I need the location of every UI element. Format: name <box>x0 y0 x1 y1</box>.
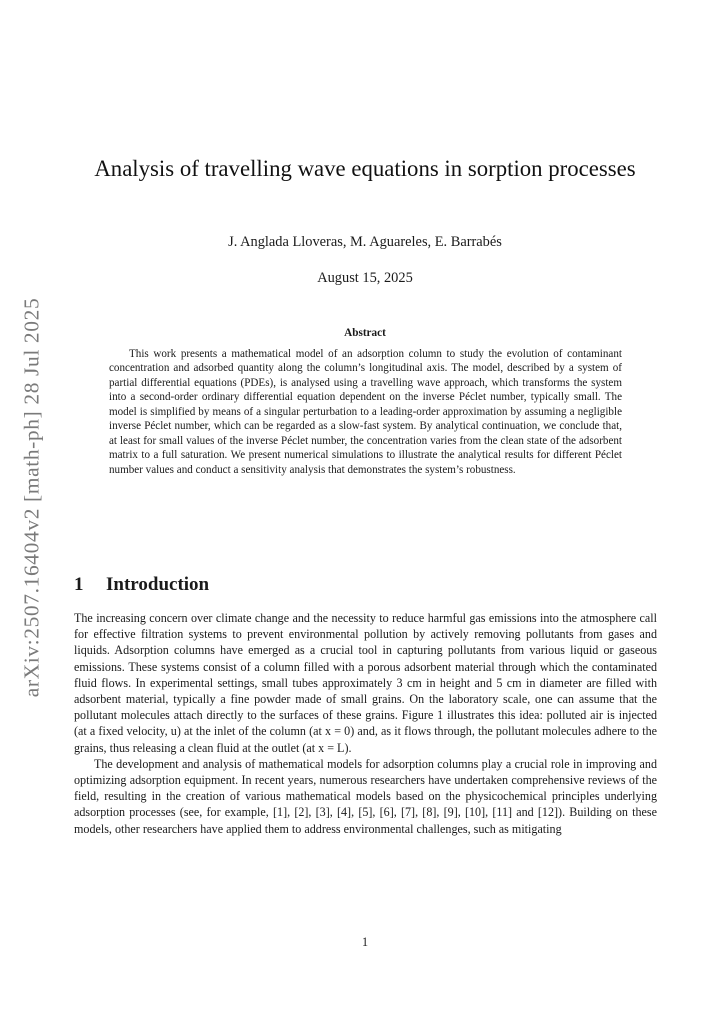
arxiv-identifier-sidebar <box>12 292 52 702</box>
section-title: Introduction <box>106 574 210 595</box>
section-number: 1 <box>74 574 84 595</box>
body-paragraph: The development and analysis of mathematical models for adsorption columns play a crucial role in improving and optimizing adsorption equipment. In recent years, numerous researchers have undertaken comprehensive reviews of the field, resulting in the creation of various mathematical models based on the physicochemical principles underlying adsorption processes (see, for example, [1], [2], [3], [4], [5], [6], [7], [8], [9], [10], [11] and [12]). Building on these models, other researchers have applied them to address environmental challenges, such as mitigating <box>74 756 657 836</box>
paper-title: Analysis of travelling wave equations in sorption processes <box>94 156 636 181</box>
section-heading <box>74 573 656 597</box>
paper-authors: J. Anglada Lloveras, M. Aguareles, E. Barrabés <box>228 234 502 250</box>
section-body <box>74 610 657 837</box>
paper-date: August 15, 2025 <box>317 270 413 286</box>
abstract-heading: Abstract <box>344 327 386 339</box>
body-paragraph: The increasing concern over climate change and the necessity to reduce harmful gas emissions into the atmosphere call for effective filtration systems to prevent environmental pollution by actively removing pollutants from gases and liquids. Adsorption columns have emerged as a crucial tool in capturing pollutants from various liquid or gaseous emissions. These systems consist of a column filled with a porous adsorbent material through which the contaminated fluid flows. In experimental settings, small tubes approximately 3 cm in height and 5 cm in diameter are filled with adsorbent material, typically a fine powder made of small grains. On the laboratory scale, one can assume that the pollutant molecules attach directly to the surfaces of these grains. Figure 1 illustrates this idea: polluted air is injected (at a fixed velocity, u) at the inlet of the column (at x = 0) and, as it flows through, the pollutant molecules adhere to the grains, thus releasing a clean fluid at the outlet (at x = L). <box>74 611 657 755</box>
abstract-text: This work presents a mathematical model of an adsorption column to study the evolution of contaminant concentration and adsorbed quantity along the column’s longitudinal axis. The model, described by a system of partial differential equations (PDEs), is analysed using a travelling wave approach, which transforms the system into a second-order ordinary differential equation dependent on the inverse Péclet number, typically small. The model is simplified by means of a singular perturbation to a leading-order approximation by assuming a negligible inverse Péclet number, which can be regarded as a slow-fast system. By analytical continuation, we conclude that, at least for small values of the inverse Péclet number, the concentration varies from the clean state of the adsorbent matrix to a full saturation. We present numerical simulations to illustrate the analytical results for different Péclet number values and conduct a sensitivity analysis that demonstrates the system’s robustness. <box>109 348 622 476</box>
page-number: 1 <box>361 935 369 949</box>
arxiv-identifier: arXiv:2507.16404v2 [math-ph] 28 Jul 2025 <box>19 297 44 697</box>
